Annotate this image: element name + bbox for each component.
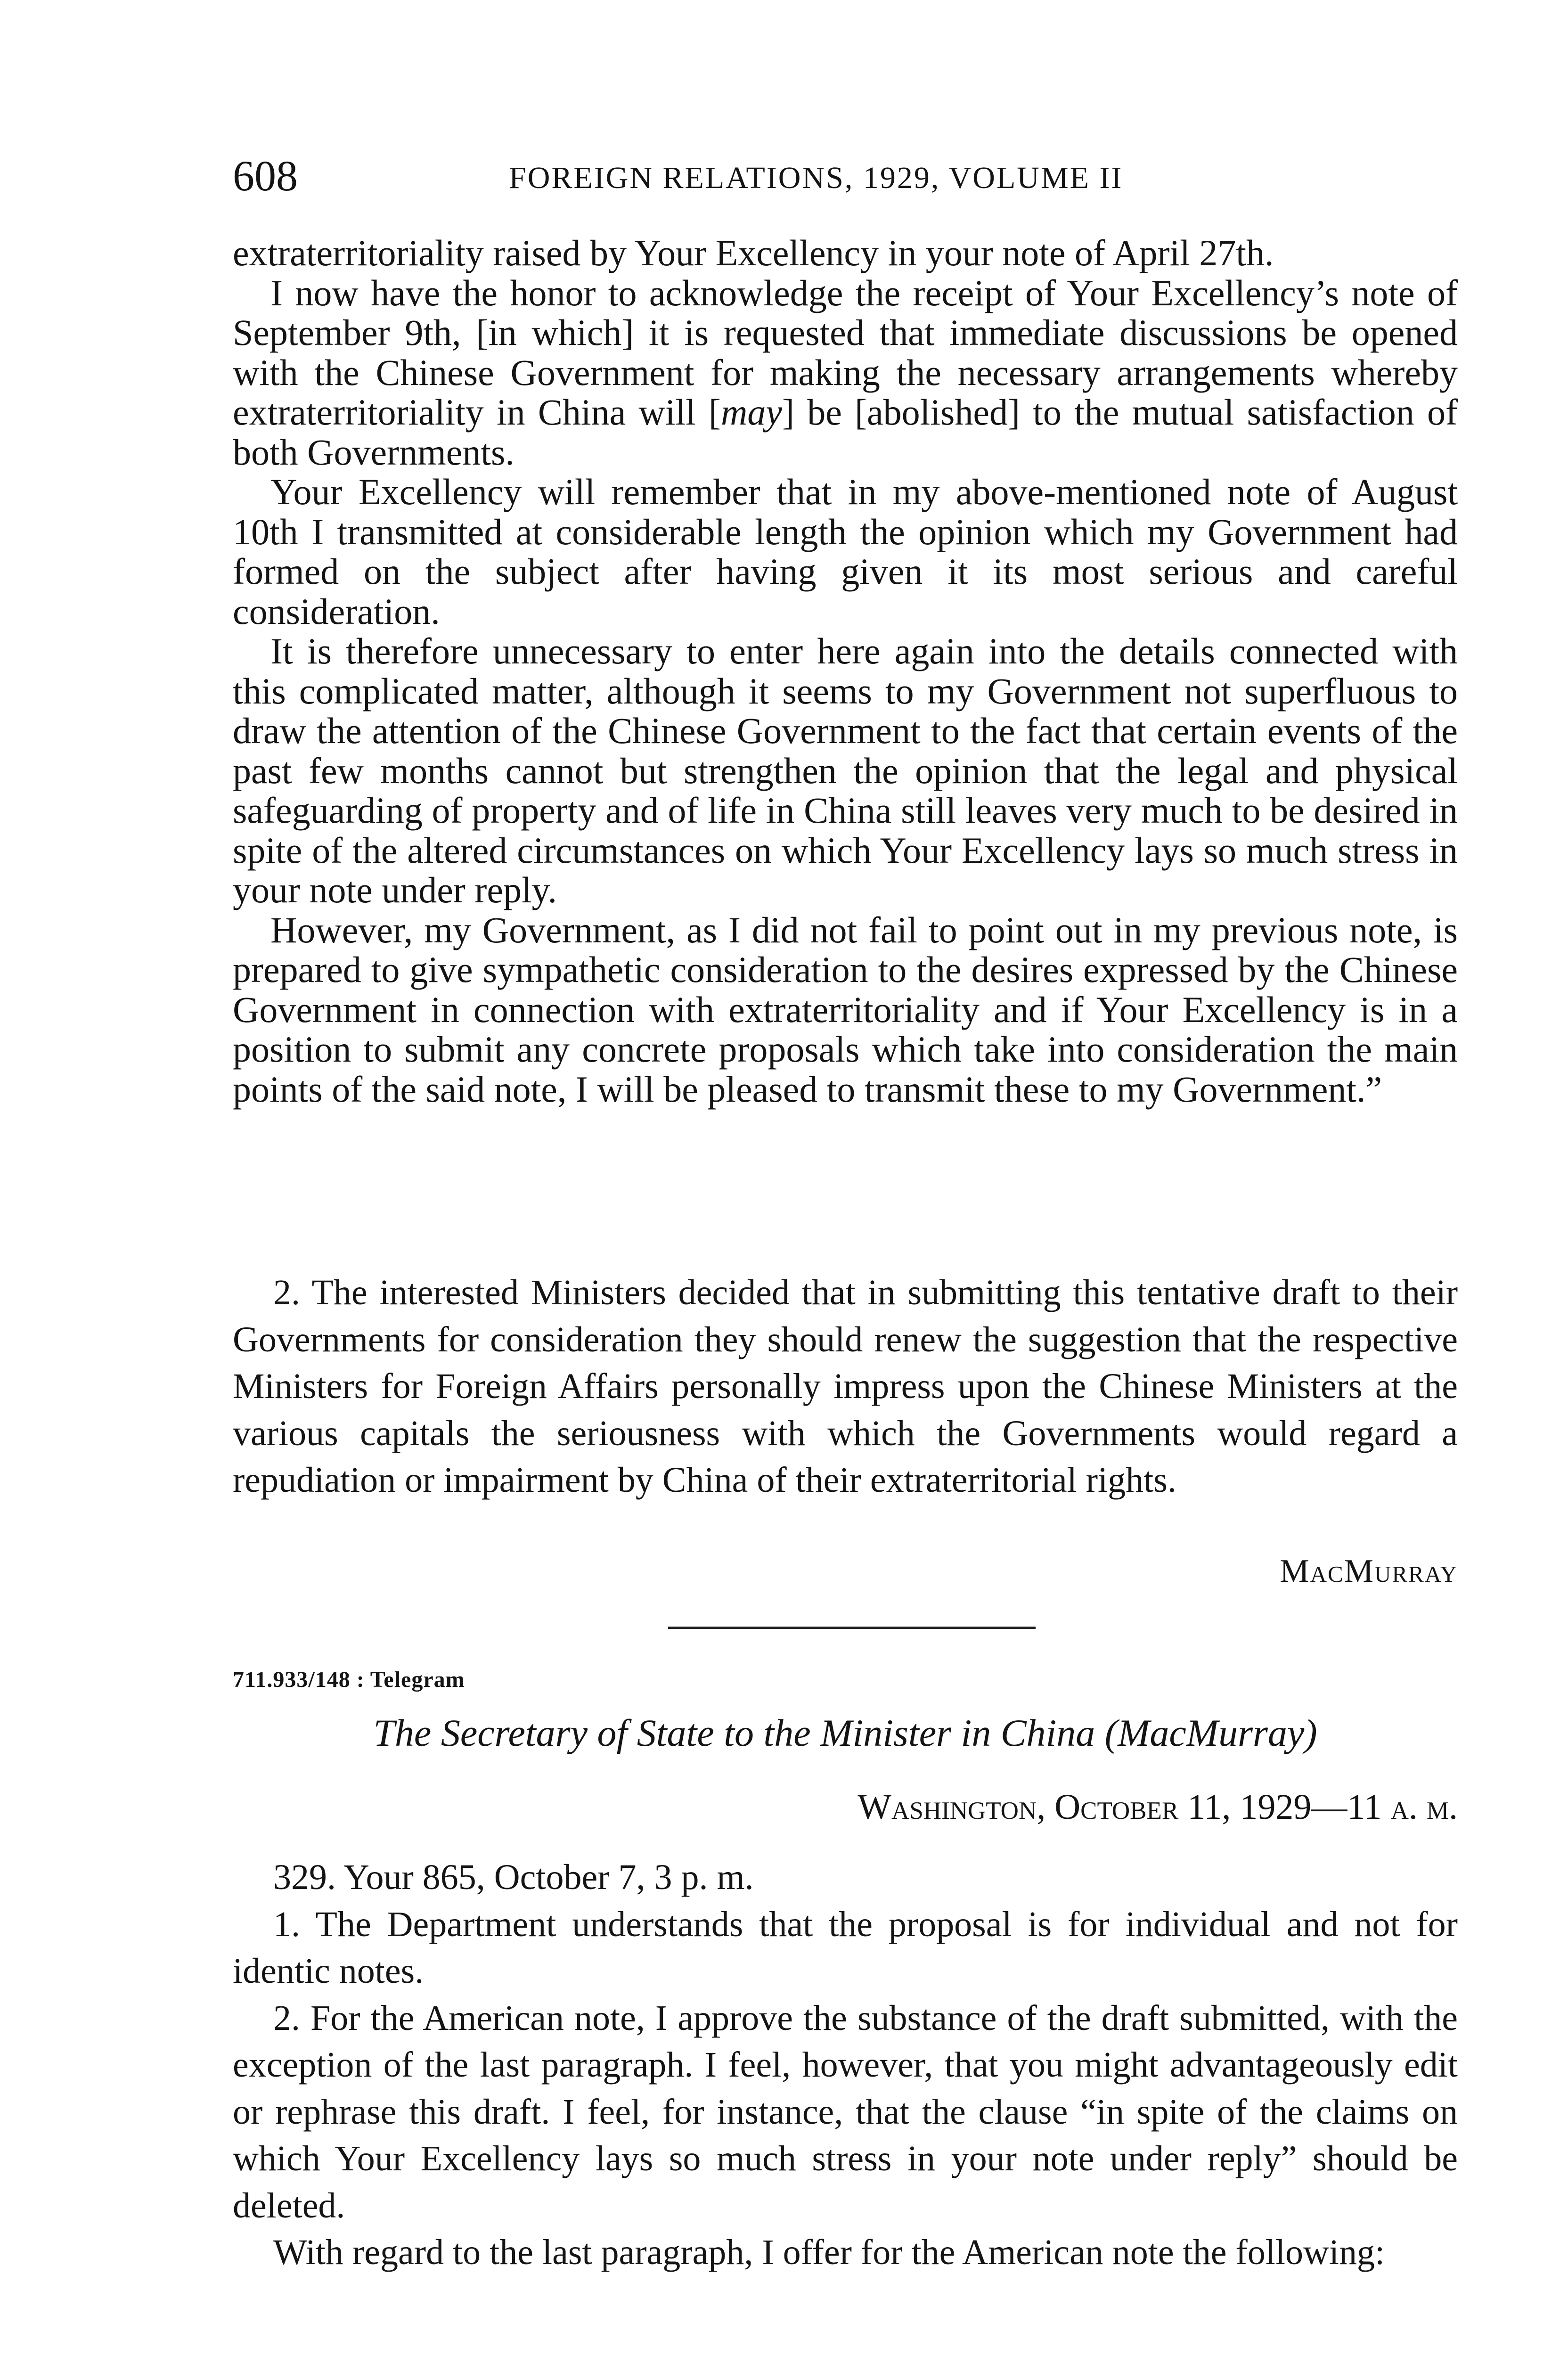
telegram-title: The Secretary of State to the Minister in China (MacMurray)	[373, 1711, 1317, 1754]
page-header	[0, 150, 1568, 202]
paragraph-acknowledgement-text: I now have the honor to acknowledge the receipt of Your Excellency’s note of September 9th, [in which] it is requested that immediate discussions be opened with the Chinese Government for making the necessary arrangements whereby extraterritoriality in China will	[233, 272, 1458, 433]
telegram-paragraph-ref: 329. Your 865, October 7, 3 p. m.	[273, 1857, 754, 1897]
telegram-body	[233, 1854, 1458, 2276]
telegram-paragraph-1: 1. The Department understands that the proposal is for individual and not for identic notes.	[233, 1904, 1458, 1991]
telegram-paragraph-2: 2. For the American note, I approve the substance of the draft submitted, with the exception of the last paragraph. I feel, however, that you might advantageously edit or rephrase this draft. I feel, for instance, that the clause “in spite of the claims on which Your Excellency lays so much stress in your note under reply” should be deleted.	[233, 1998, 1458, 2225]
paragraph-acknowledgement: I now have the honor to acknowledge the receipt of Your Excellency’s note of September 9th, [in which] it is requested that immediate discussions be opened with the Chinese Government for making the necessary arrangements whereby extraterritoriality in China will [may] be [abolished] to the mutual satisfaction of both Governments.	[233, 272, 1458, 473]
italic-may: may	[721, 392, 782, 433]
section-divider	[668, 1627, 1036, 1629]
paragraph-continuation: extraterritoriality raised by Your Excellency in your note of April 27th.	[233, 232, 1274, 273]
dateline: Washington, October 11, 1929—11 a. m.	[858, 1787, 1458, 1827]
paragraph-however: However, my Government, as I did not fail to point out in my previous note, is prepared to give sympathetic consideration to the desires expressed by the Chinese Government in connection with extraterritoriality and if Your Excellency is in a position to submit any concrete proposals which take into consideration the main points of the said note, I will be pleased to transmit these to my Government.”	[233, 909, 1458, 1110]
file-reference: 711.933/148 : Telegram	[233, 1667, 465, 1692]
ministers-section	[233, 1269, 1458, 1504]
signature: MacMurray	[1280, 1553, 1458, 1589]
page-number: 608	[233, 152, 298, 200]
running-head: FOREIGN RELATIONS, 1929, VOLUME II	[509, 161, 1123, 195]
paragraph-ministers: 2. The interested Ministers decided that in submitting this tentative draft to their Governments for consideration they should renew the suggestion that the respective Ministers for Foreign Affairs personally impress upon the Chinese Ministers at the various capitals the seriousness with which the Governments would regard a repudiation or impairment by China of their extraterritorial rights.	[233, 1273, 1458, 1500]
telegram-paragraph-last: With regard to the last paragraph, I offer for the American note the following:	[273, 2233, 1385, 2272]
paragraph-remember: Your Excellency will remember that in my above-mentioned note of August 10th I transmitted at considerable length the opinion which my Government had formed on the subject after having given it its most serious and careful consideration.	[233, 471, 1458, 632]
quoted-note-section	[233, 233, 1458, 1109]
paragraph-acknowledgement-tail: ] be [abolished] to the mutual satisfaction of both Governments.	[233, 392, 1458, 473]
paragraph-unnecessary: It is therefore unnecessary to enter here again into the details connected with this complicated matter, although it seems to my Government not superfluous to draw the attention of the Chinese Government to the fact that certain events of the past few months cannot but strengthen the opinion that the legal and physical safeguarding of property and of life in China still leaves very much to be desired in spite of the altered circumstances on which Your Excellency lays so much stress in your note under reply.	[233, 630, 1458, 910]
